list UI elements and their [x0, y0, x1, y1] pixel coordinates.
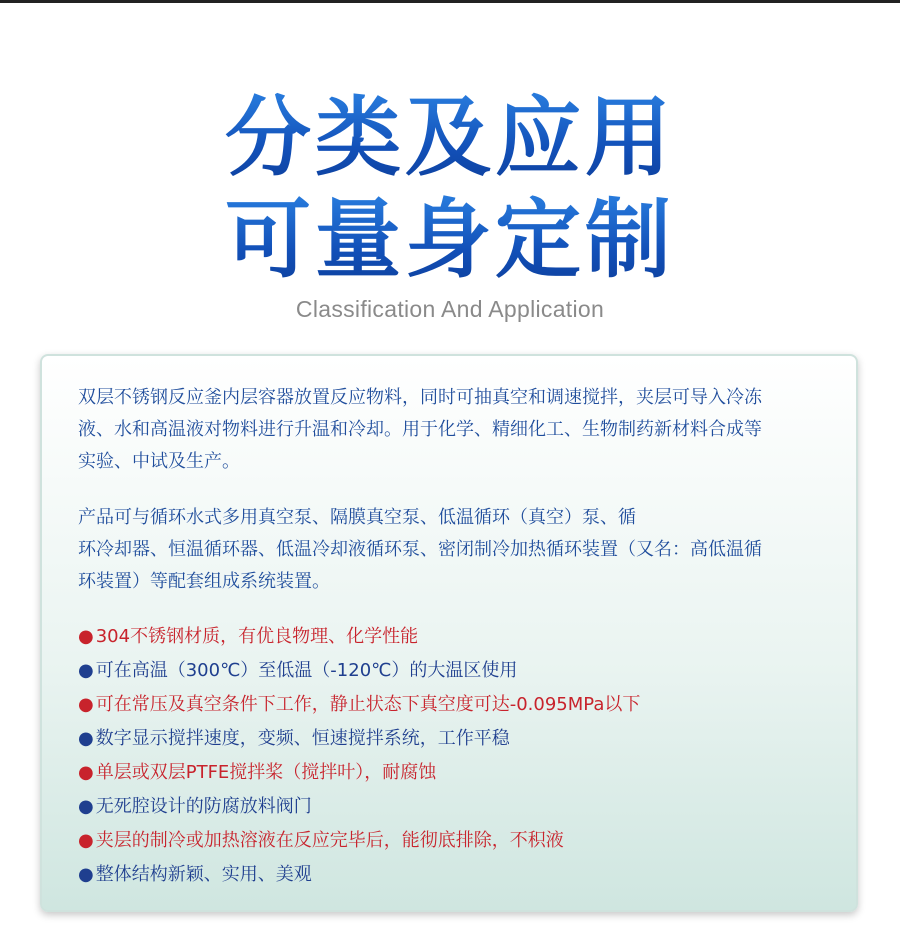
feature-text: 可在高温（300℃）至低温（-120℃）的大温区使用	[95, 660, 518, 681]
intro-paragraph-2	[78, 502, 828, 598]
feature-text: 整体结构新颖、实用、美观	[95, 864, 312, 885]
paragraph-line: 实验、中试及生产。	[78, 451, 240, 472]
feature-item	[78, 722, 838, 756]
bullet-dot-icon: ●	[78, 830, 94, 851]
paragraph-line: 双层不锈钢反应釜内层容器放置反应物料，同时可抽真空和调速搅拌，夹层可导入冷冻	[78, 387, 762, 408]
bullet-dot-icon: ●	[78, 762, 94, 783]
bullet-dot-icon: ●	[78, 626, 94, 647]
page-subtitle: Classification And Application	[295, 296, 605, 322]
feature-item	[78, 654, 838, 688]
feature-item	[78, 824, 838, 858]
feature-list	[78, 620, 838, 892]
feature-text: 单层或双层PTFE搅拌桨（搅拌叶），耐腐蚀	[95, 762, 437, 783]
feature-item	[78, 688, 838, 722]
feature-text: 数字显示搅拌速度，变频、恒速搅拌系统，工作平稳	[95, 728, 510, 749]
paragraph-line: 环装置）等配套组成系统装置。	[78, 571, 330, 592]
bullet-dot-icon: ●	[78, 660, 94, 681]
feature-text: 可在常压及真空条件下工作，静止状态下真空度可达-0.095MPa以下	[95, 694, 641, 715]
feature-item	[78, 858, 838, 892]
feature-item	[78, 790, 838, 824]
paragraph-line: 液、水和高温液对物料进行升温和冷却。用于化学、精细化工、生物制药新材料合成等	[78, 419, 762, 440]
feature-text: 无死腔设计的防腐放料阀门	[95, 796, 312, 817]
bullet-dot-icon: ●	[78, 694, 94, 715]
feature-item	[78, 756, 838, 790]
paragraph-line: 环冷却器、恒温循环器、低温冷却液循环泵、密闭制冷加热循环装置（又名：高低温循	[78, 539, 762, 560]
page-title-line-1: 分类及应用	[225, 88, 675, 188]
feature-item	[78, 620, 838, 654]
intro-paragraph-1	[78, 382, 828, 478]
paragraph-line: 产品可与循环水式多用真空泵、隔膜真空泵、低温循环（真空）泵、循	[78, 507, 636, 528]
bullet-dot-icon: ●	[78, 728, 94, 749]
feature-text: 夹层的制冷或加热溶液在反应完毕后，能彻底排除，不积液	[95, 830, 564, 851]
page-title-line-2: 可量身定制	[225, 190, 675, 290]
bullet-dot-icon: ●	[78, 864, 94, 885]
bullet-dot-icon: ●	[78, 796, 94, 817]
top-rule	[0, 0, 900, 3]
content-card	[40, 354, 858, 912]
feature-text: 304不锈钢材质，有优良物理、化学性能	[95, 626, 419, 647]
